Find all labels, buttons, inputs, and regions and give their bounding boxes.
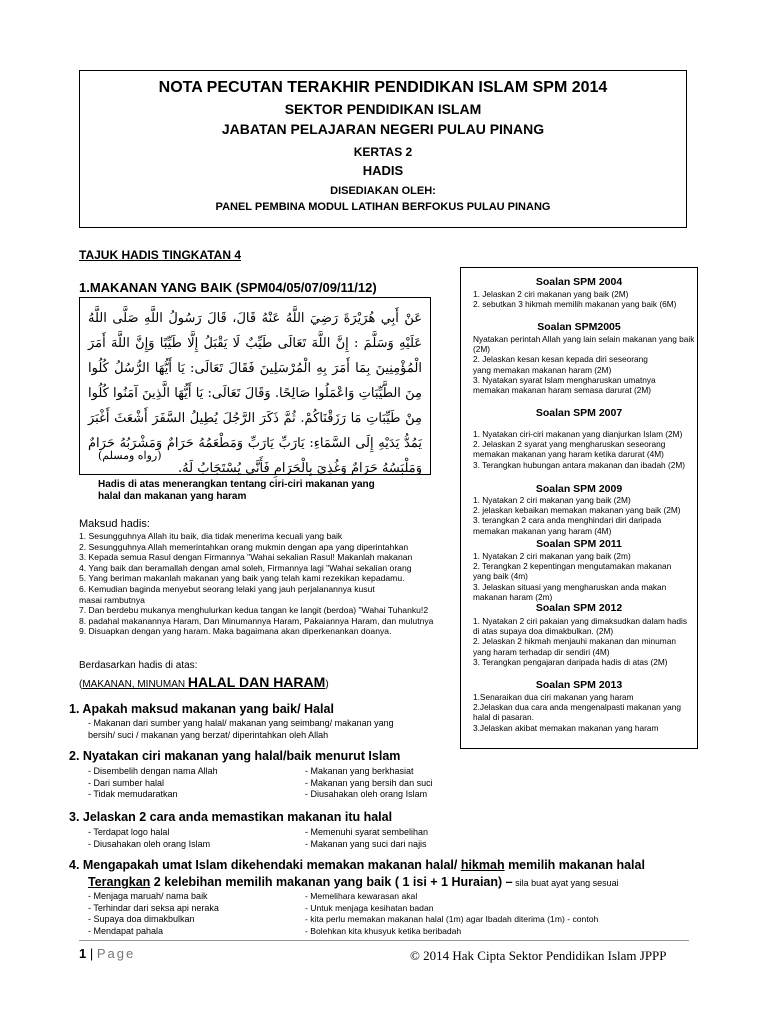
spm-item: memakan makanan haram semasa darurat (2M): [473, 385, 651, 396]
answer-line: - Makanan yang berkhasiat: [305, 766, 414, 776]
answer-line: - Memenuhi syarat sembelihan: [305, 827, 429, 837]
meaning-line: 9. Disuapkan dengan yang haram. Maka bagaimana akan diperkenankan doanya.: [79, 626, 392, 637]
answer-line: - Makanan yang bersih dan suci: [305, 777, 433, 788]
answer-line: - Menjaga maruah/ nama baik: [88, 891, 208, 901]
topic-heading: 1.MAKANAN YANG BAIK (SPM04/05/07/09/11/12): [79, 280, 377, 295]
prepared-by-label: DISEDIAKAN OLEH:: [330, 185, 436, 197]
spm-item: 2. sebutkan 3 hikmah memilih makanan yang baik (6M): [473, 299, 677, 310]
spm-items: [473, 495, 693, 536]
meaning-line: 6. Kemudian baginda menyebut seorang lelaki yang jauh perjalanannya kusut: [79, 583, 375, 594]
answer-line: - Supaya doa dimakbulkan: [88, 914, 195, 925]
question-3-answers-left: [88, 827, 210, 850]
spm-item: 3.Jelaskan akibat memakan makanan yang haram: [473, 722, 659, 733]
meaning-line: 3. Kepada semua Rasul dengan Firmannya "Wahai sekalian Rasul! Makanlah makanan: [79, 552, 413, 563]
answer-line: - Terhindar dari seksa api neraka: [88, 902, 219, 913]
spm-items: [473, 334, 693, 395]
answer-line: - Memelihara kewarasan akal: [305, 891, 418, 901]
answer-line: bersih/ suci / makanan yang berzat/ diperintahkan oleh Allah: [88, 729, 329, 740]
question-2: 2. Nyatakan ciri makanan yang halal/baik menurut Islam: [69, 749, 401, 763]
spm-item: yang baik (4m): [473, 571, 528, 582]
spm-item: 1. Nyatakan ciri-ciri makanan yang dianjurkan Islam (2M): [473, 429, 683, 439]
spm-items: [473, 429, 693, 470]
answer-line: - kita perlu memakan makanan halal (1m) agar Ibadah diterima (1m) - contoh: [305, 914, 599, 925]
spm-heading: Soalan SPM 2004: [535, 276, 623, 288]
spm-item: 2. Jelaskan 2 syarat yang mengharuskan seseorang: [473, 439, 666, 450]
spm-item: 2. Jelaskan 2 hikmah menjauhi makanan dan minuman: [473, 636, 676, 647]
question-4-text: 4. Mengapakah umat Islam dikehendaki memakan makanan halal/: [69, 858, 461, 872]
answer-line: - Makanan yang suci dari najis: [305, 838, 427, 849]
meaning-line: 5. Yang beriman makanlah makanan yang baik yang telah kami rezekikan kepadamu.: [79, 573, 405, 584]
spm-item: 3. Jelaskan situasi yang mengharuskan anda makan: [473, 581, 667, 592]
header-box: [79, 70, 687, 228]
answer-line: - Terdapat logo halal: [88, 827, 170, 837]
spm-item: 3. terangkan 2 cara anda menghindari diri daripada: [473, 515, 662, 526]
spm-item: (2M): [473, 344, 491, 355]
page-separator: |: [86, 946, 97, 961]
answer-line: - Bolehkan kita khusyuk ketika beribadah: [305, 925, 462, 936]
spm-item: 2. Terangkan 2 kepentingan mengutamakan makanan: [473, 561, 672, 572]
based-on-label: Berdasarkan hadis di atas:: [79, 660, 198, 671]
spm-items: [473, 616, 693, 667]
question-4-dash: –: [505, 875, 513, 889]
spm-item: Nyatakan perintah Allah yang lain selain makanan yang baik: [473, 334, 695, 344]
meaning-line: 2. Sesungguhnya Allah memerintahkan orang mukmin dengan apa yang diperintahkan: [79, 541, 409, 552]
page-number: [79, 946, 135, 961]
answer-line: - Dari sumber halal: [88, 777, 165, 788]
spm-items: [473, 289, 693, 309]
question-1: 1. Apakah maksud makanan yang baik/ Halal: [69, 702, 334, 716]
spm-item: 3. Nyatakan syarat Islam mengharuskan umatnya: [473, 374, 656, 385]
question-4-text-end: memilih makanan halal: [504, 858, 645, 872]
meaning-line: 4. Yang baik dan beramallah dengan amal soleh, Firmannya lagi "Wahai sekalian orang: [79, 562, 412, 573]
meaning-line: 8. padahal makanannya Haram, Dan Minumannya Haram, Pakaiannya Haram, dan mulutnya: [79, 615, 434, 626]
spm-item: di atas supaya doa dimakbulkan. (2M): [473, 626, 614, 637]
subject-label: HADIS: [362, 163, 404, 178]
answer-line: - Untuk menjaga kesihatan badan: [305, 902, 434, 913]
question-4-answers-left: [88, 891, 219, 937]
spm-item: 1. Jelaskan 2 ciri makanan yang baik (2M): [473, 289, 629, 299]
spm-questions-box: [460, 267, 698, 749]
department-name: JABATAN PELAJARAN NEGERI PULAU PINANG: [221, 121, 545, 137]
question-4-keyword-2: Terangkan: [88, 875, 151, 889]
copyright-notice: © 2014 Hak Cipta Sektor Pendidikan Islam JPPP: [410, 948, 667, 963]
spm-items: [473, 692, 693, 733]
question-4-line-2: [88, 875, 619, 889]
spm-item: memakan makanan yang haram ketika darurat (4M): [473, 449, 664, 460]
question-4-note: sila buat ayat yang sesuai: [512, 878, 619, 888]
spm-item: makanan haram (2m): [473, 591, 553, 602]
spm-item: 3. Terangkan pengajaran daripada hadis di atas (2M): [473, 656, 668, 667]
question-4-line-2-text: 2 kelebihan memilih makanan yang baik ( 1 isi + 1 Huraian): [150, 875, 506, 889]
answer-line: - Makanan dari sumber yang halal/ makanan yang seimbang/ makanan yang: [88, 718, 394, 728]
spm-item: 1. Nyatakan 2 ciri makanan yang baik (2m): [473, 551, 631, 561]
spm-item: 2. Jelaskan kesan kesan kepada diri seseorang: [473, 354, 648, 365]
spm-item: 3. Terangkan hubungan antara makanan dan ibadah (2M): [473, 459, 686, 470]
panel-name: PANEL PEMBINA MODUL LATIHAN BERFOKUS PULAU PINANG: [215, 201, 551, 213]
question-3-answers-right: [305, 827, 428, 850]
question-4-keyword: hikmah: [460, 858, 505, 872]
arabic-hadith-box: [79, 297, 431, 475]
spm-item: 1. Nyatakan 2 ciri makanan yang baik (2M): [473, 495, 631, 505]
meaning-title: Maksud hadis:: [79, 518, 150, 530]
hadith-narrator: (رواه ومسلم): [98, 449, 162, 462]
document-title: NOTA PECUTAN TERAKHIR PENDIDIKAN ISLAM SPM 2014: [158, 79, 608, 96]
question-4-answers-right: [305, 891, 598, 937]
answer-line: - Diusahakan oleh orang Islam: [88, 838, 211, 849]
question-1-answers: [88, 718, 394, 741]
answer-line: - Mendapat pahala: [88, 925, 164, 936]
meaning-list: [79, 531, 454, 637]
spm-heading: Soalan SPM 2007: [535, 407, 623, 419]
section-title: TAJUK HADIS TINGKATAN 4: [79, 248, 241, 262]
spm-item: 2.Jelaskan dua cara anda mengenalpasti makanan yang: [473, 702, 682, 713]
sector-name: SEKTOR PENDIDIKAN ISLAM: [284, 101, 482, 117]
hadith-caption: Hadis di atas menerangkan tentang ciri-ciri makanan yang halal dan makanan yang haram: [98, 479, 375, 502]
halal-haram-small: MAKANAN, MINUMAN: [82, 679, 188, 690]
answer-line: - Disembelih dengan nama Allah: [88, 766, 218, 776]
bracket-close: ): [325, 679, 329, 690]
page-word: Page: [96, 946, 136, 961]
answer-line: - Tidak memudaratkan: [88, 789, 178, 800]
spm-item: 1. Nyatakan 2 ciri pakaian yang dimaksudkan dalam hadis: [473, 616, 687, 626]
question-4: [69, 858, 645, 872]
spm-heading: Soalan SPM2005: [537, 321, 621, 333]
footer-divider: [79, 940, 689, 941]
spm-items: [473, 551, 693, 602]
spm-item: 1.Senaraikan dua ciri makanan yang haram: [473, 692, 634, 702]
spm-heading: Soalan SPM 2012: [535, 602, 623, 614]
bracket-open: (: [79, 679, 83, 690]
spm-item: 2. jelaskan kebaikan memakan makanan yang baik (2M): [473, 505, 681, 516]
halal-haram-heading: [79, 674, 329, 690]
spm-heading: Soalan SPM 2011: [536, 538, 622, 550]
question-3: 3. Jelaskan 2 cara anda memastikan makanan itu halal: [69, 810, 393, 824]
question-2-answers-right: [305, 766, 433, 801]
meaning-line: 1. Sesungguhnya Allah itu baik, dia tidak menerima kecuali yang baik: [79, 531, 343, 541]
halal-haram-big: HALAL DAN HARAM: [187, 674, 326, 690]
page-number-value: 1: [79, 946, 87, 961]
spm-item: yang haram terhadap dir sendiri (4M): [473, 646, 610, 657]
question-2-answers-left: [88, 766, 218, 801]
spm-item: halal di pasaran.: [473, 712, 534, 723]
spm-heading: Soalan SPM 2013: [535, 679, 623, 691]
spm-item: yang memakan makanan haram (2M): [473, 364, 612, 375]
paper-label: KERTAS 2: [353, 145, 413, 159]
arabic-hadith-text: عَنْ أَبِي هُرَيْرَةَ رَضِيَ اللَّهُ عَنْهُ قَالَ، قَالَ رَسُولُ اللَّهِ صَلَّى اللَّهُ عَلَيْهِ وَسَلَّمَ : إِنَّ اللَّهَ تَعَالَى طَيِّبٌ لَا يَقْبَلُ إِلَّا طَيِّبًا وَإِنَّ اللَّهَ أَمَرَ الْمُؤْمِنِينَ بِمَا أَمَرَ بِهِ الْمُرْسَلِينَ فَقَالَ تَعَالَى: يَا أَيُّهَا الرُّسُلُ كُلُوا مِنَ الطَّيِّبَاتِ وَاعْمَلُوا صَالِحًا. وَقَالَ تَعَالَى: يَا أَيُّهَا الَّذِينَ آمَنُوا كُلُوا مِنْ طَيِّبَاتِ مَا رَزَقْنَاكُمْ. ثُمَّ ذَكَرَ الرَّجُلَ يُطِيلُ السَّفَرَ أَشْعَثَ أَغْبَرَ يَمُدُّ يَدَيْهِ إِلَى السَّمَاءِ: يَارَبِّ يَارَبِّ وَمَطْعَمُهُ حَرَامٌ وَمَشْرَبُهُ حَرَامٌ وَمَلْبَسُهُ حَرَامٌ وَغُذِيَ بِالْحَرَامِ فَأَنَّى يُسْتَجَابُ لَهُ.: [88, 311, 422, 476]
spm-heading: Soalan SPM 2009: [535, 483, 623, 495]
meaning-line: 7. Dan berdebu mukanya menghulurkan kedua tangan ke langit (berdoa) "Wahai Tuhanku!2: [79, 605, 429, 616]
spm-item: memakan makanan yang haram (4M): [473, 525, 612, 536]
answer-line: - Diusahakan oleh orang Islam: [305, 789, 428, 800]
meaning-line: masai rambutnya: [79, 594, 145, 605]
